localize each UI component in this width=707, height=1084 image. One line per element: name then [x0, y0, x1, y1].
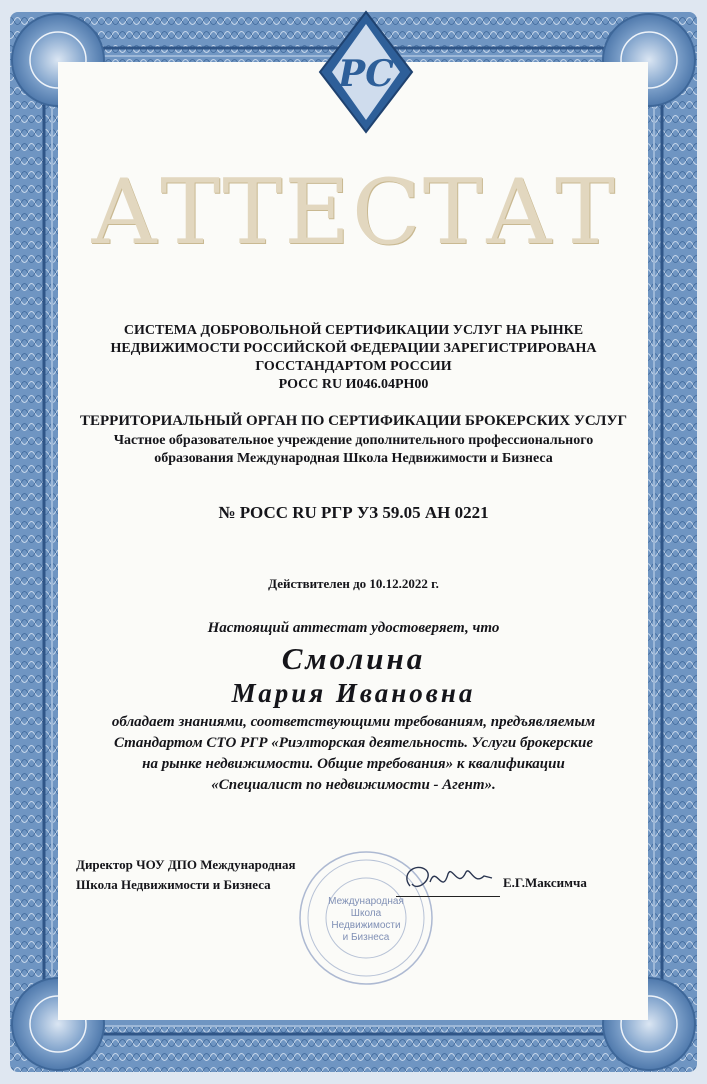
rs-diamond-logo-icon [316, 10, 416, 140]
signatory-role-line: Школа Недвижимости и Бизнеса [76, 877, 271, 892]
signatory-role [76, 855, 296, 895]
stamp-line: и Бизнеса [342, 932, 390, 943]
svg-text:РС: РС [338, 53, 394, 95]
handwritten-signature [396, 856, 506, 906]
signatory-role-line: Директор ЧОУ ДПО Международная [76, 857, 296, 872]
signatory-name: Е.Г.Максимча [503, 875, 587, 890]
validity-date: Действителен до 10.12.2022 г. [268, 576, 439, 591]
org-registration-code: РОСС RU И046.04РН00 [278, 377, 429, 392]
org-line: НЕДВИЖИМОСТИ РОССИЙСКОЙ ФЕДЕРАЦИИ ЗАРЕГИСТРИРОВАНА [110, 341, 597, 356]
certification-system-block [0, 322, 707, 394]
org-line: СИСТЕМА ДОБРОВОЛЬНОЙ СЕРТИФИКАЦИИ УСЛУГ НА РЫНКЕ [123, 323, 584, 338]
school-line: образования Международная Школа Недвижимости и Бизнеса [154, 451, 553, 466]
qualification-description [0, 712, 707, 796]
school-line: Частное образовательное учреждение дополнительного профессионального [113, 433, 594, 448]
certifies-statement: Настоящий аттестат удостоверяет, что [207, 620, 500, 636]
org-line: ГОССТАНДАРТОМ РОССИИ [255, 359, 452, 374]
holder-last-name: Смолина [281, 641, 426, 676]
description-line: «Специалист по недвижимости - Агент». [211, 777, 496, 793]
signature-line [396, 896, 500, 897]
stamp-line: Недвижимости [331, 920, 401, 931]
certificate-title: АТТЕСТАТ [90, 160, 617, 265]
description-line: Стандартом СТО РГР «Риэлторская деятельность. Услуги брокерские [113, 735, 594, 751]
holder-first-names: Мария Ивановна [231, 678, 476, 708]
description-line: на рынке недвижимости. Общие требования» к квалификации [142, 756, 565, 772]
stamp-line: Школа [350, 908, 382, 919]
school-name-block [0, 432, 707, 468]
territorial-body-heading: ТЕРРИТОРИАЛЬНЫЙ ОРГАН ПО СЕРТИФИКАЦИИ БРОКЕРСКИХ УСЛУГ [79, 413, 628, 429]
certificate-number: № РОСС RU РГР УЗ 59.05 АН 0221 [218, 503, 489, 522]
stamp-line: Международная [328, 896, 404, 907]
description-line: обладает знаниями, соответствующими требованиям, предъявляемым [111, 714, 596, 730]
